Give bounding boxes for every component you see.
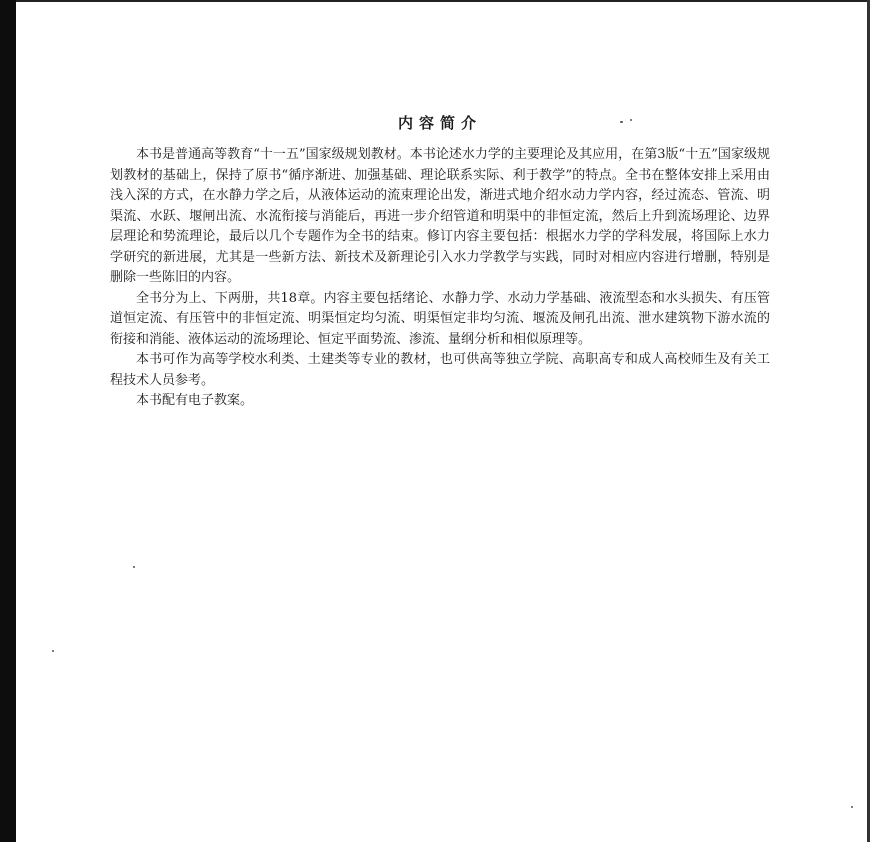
scan-left-edge [0, 0, 16, 842]
page-title: 内容简介 [397, 114, 482, 132]
scan-speck [133, 566, 135, 568]
scan-speck [851, 806, 853, 808]
paragraph-intro: 本书是普通高等教育“十一五”国家级规划教材。本书论述水力学的主要理论及其应用，在第3版“十五”国家级规划教材的基础上，保持了原书“循序渐进、加强基础、理论联系实际、利于教学”的特点。全书在整体安排上采用由浅入深的方式，在水静力学之后，从液体运动的流束理论出发，渐进式地介绍水动力学内容，经过流态、管流、明渠流、水跃、堰闸出流、水流衔接与消能后，再进一步介绍管道和明渠中的非恒定流，然后上升到流场理论、边界层理论和势流理论，最后以几个专题作为全书的结束。修订内容主要包括：根据水力学的学科发展，将国际上水力学研究的新进展，尤其是一些新方法、新技术及新理论引入水力学教学与实践，同时对相应内容进行增删，特别是删除一些陈旧的内容。 [110, 147, 770, 285]
paragraph-supplement: 本书配有电子教案。 [136, 393, 254, 408]
paragraph-contents: 全书分为上、下两册，共18章。内容主要包括绪论、水静力学、水动力学基础、液流型态和水头损失、有压管道恒定流、有压管中的非恒定流、明渠恒定均匀流、明渠恒定非均匀流、堰流及闸孔出流、泄水建筑物下游水流的衔接和消能、液体运动的流场理论、恒定平面势流、渗流、量纲分析和相似原理等。 [110, 290, 770, 347]
paragraph-audience: 本书可作为高等学校水利类、土建类等专业的教材，也可供高等独立学院、高职高专和成人高校师生及有关工程技术人员参考。 [110, 352, 770, 388]
scan-top-edge [0, 0, 870, 2]
page-content [110, 112, 770, 412]
scan-speck [52, 650, 54, 652]
